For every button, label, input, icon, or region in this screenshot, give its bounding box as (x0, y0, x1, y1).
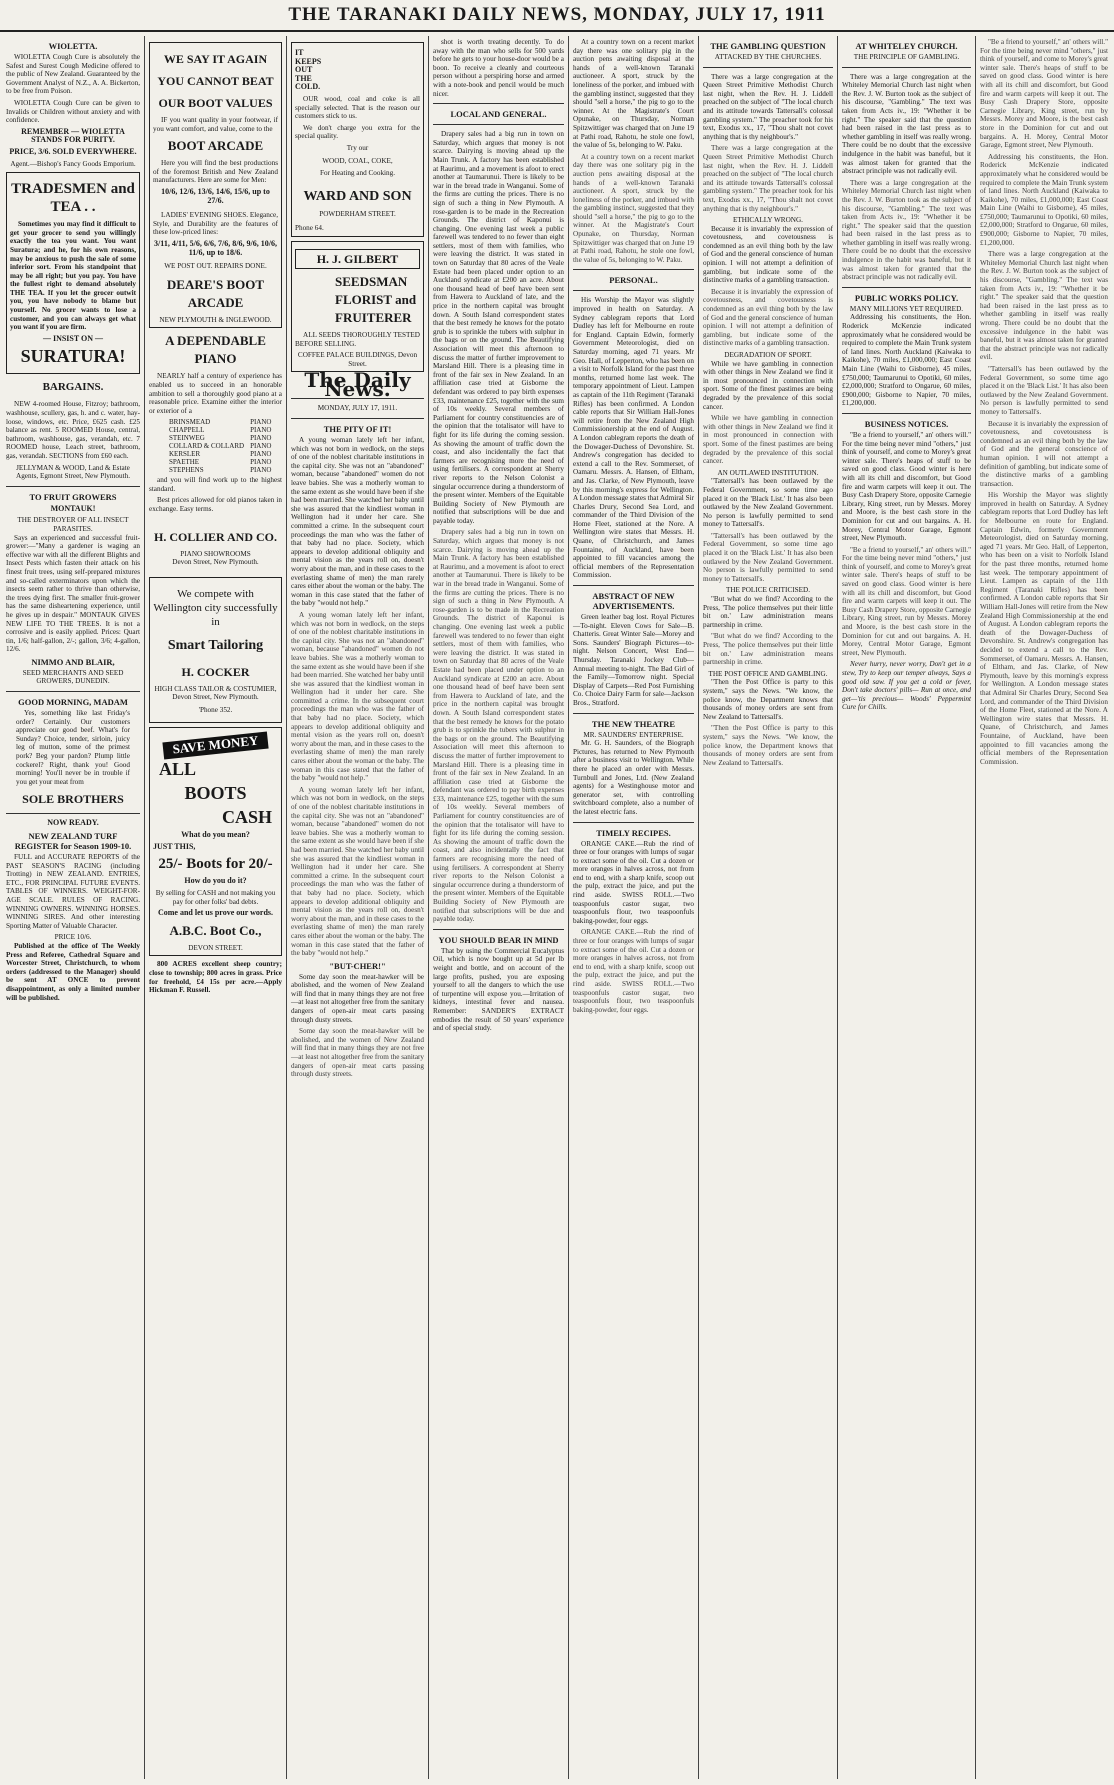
divider (703, 67, 833, 68)
abstract-heading: ABSTRACT OF NEW ADVERTISEMENTS. (592, 591, 675, 612)
try-label: Try our (346, 143, 369, 152)
local-general-text: Drapery sales had a big run in town on Saturday, which argues that money is not scarce. Dairying is moving ahead up the Main Trunk. A factory has been established at Raurimu, and a movement is afoot to erect another at Taumarunui. There is likely to be war in the bread trade in Wanganui. Some of the firms are cutting the prices. There is no sign of such a thing in New Plymouth. A rose-garden is to be made in the Recreation Grounds. The district of Kaponui is changing. One evening last week a public farewell was tendered to no fewer than eight settlers, most of them with families, who were leaving the district. It was stated in town on Saturday that 80 acres of the Veale Estate had been placed under option to an Auckland syndicate at £200 an acre. About one thousand head of beef have been sent from Hawera to Auckland of late, and the price in the northern capital was brought down. A South Island correspondent states that the best remedy he knows for the potato grub is to sprinkle the tubers with sulphur in the bags or on the ground. The Beautifying Association will meet this afternoon to discuss the matter of further improvement to Marsland Hill. There is a pleasing time in front of the fair sex in New Zealand. In an affiliation case tried at Gisborne the defendant was ordered to pay birth expenses £33, maintenance £25, together with the sum of 10s weekly. Several members of Parliament for country constituencies are of the opinion that the totalisator will have to fight for its life during the coming session. As showing the amount of traffic down the coast, and also incidentally the fact that farmers are recognising more the need of using fertilisers. A correspondent at Sherry river reports to the Nelson Colonist a singular occurrence during a thunderstorm of the present winter. Members of the Equitable Building Society of New Plymouth are notified that subscriptions will be due and payable today. (433, 130, 564, 525)
postoffice-text-continued: "Then the Post Office is party to this system," says the News. "We know, the police know, the Department knows that thousands of money orders are sent from New Zealand to Tattersall's. (703, 724, 833, 767)
edge-text: Because it is invariably the expression of covetousness, and covetousness is condemned as an evil thing both by the law of God and the general conscience of human opinion. I will not attempt a definition of gambling, but indicate some of the distinctive marks of a gambling transaction. (980, 419, 1108, 488)
cannot-beat-heading: YOU CANNOT BEAT (157, 74, 274, 88)
boot-text: Here you will find the best productions of the foremost British and New Zealand manufacturers. Here are some for Men: (153, 159, 278, 185)
divider (433, 124, 564, 125)
wioletta-heading: WIOLETTA. (48, 41, 98, 51)
turf-register-heading: NEW ZEALAND TURF REGISTER for Season 1909-10. (14, 831, 132, 851)
newspaper-masthead-title: THE TARANAKI DAILY NEWS, MONDAY, JULY 17, 1911 (288, 4, 826, 25)
timely-text-continued: ORANGE CAKE.—Rub the rind of three or four oranges with lumps of sugar to extract some of the oil. Cut a dozen or more oranges in halves across, not from end to end, with a sharp knife, scoop out the pulp, extract the juice, and put the rind aside. SWISS ROLL.—Two teaspoonfuls castor sugar, two teaspoonfuls flour, two teaspoonfuls baking-powder, four eggs. (573, 928, 694, 1014)
divider (433, 929, 564, 930)
pity-text-continued: A young woman lately left her infant, which was not born in wedlock, on the steps of one of the noblest charitable institutions in the capital city. She was not an "abandoned" woman, because "abandoned" women do not leave babies. She was a motherly woman to the same extent as she would have been if she had been married. She watched her baby until she was assured that the kindliest woman in Wellington had it under her care. She committed a crime. In the subsequent court proceedings the man who was the father of that baby had no place. Society, which appears to develop additional obliquity and mental vision as the years roll on, doesn't worry about the man, and in these cases to the everlasting shame of men) the man rarely cares either about the woman or the baby. The woman in this case stated that the father of the baby "would not help." (291, 785, 424, 958)
good-morning-heading: GOOD MORNING, MADAM (18, 697, 128, 708)
divider (573, 585, 694, 586)
divider (573, 822, 694, 823)
piano-label: PIANO (250, 426, 272, 435)
piano-brand-name: COLLARD & COLLARD (169, 442, 245, 451)
wioletta-text: WIOLETTA Cough Cure can be given to Invalids or Children without anxiety and with confidence. (6, 98, 140, 125)
boot-arcade-heading: BOOT ARCADE (167, 138, 264, 154)
deare-boot-advert (149, 42, 282, 328)
outlawed-text-continued: "Tattersall's has been outlawed by the Federal Government, so some time ago placed it on the 'Black List.' It has also been outlawed by the New Zealand Government. No person is lawfully permitted to send money to Tattersall's. (703, 531, 833, 583)
wioletta-text: WIOLETTA Cough Cure is absolutely the Safest and Surest Cough Medicine offered to the public of New Zealand. Guaranteed by the Government Analyst of N.Z., A. A. Bickerton, to be free from Poison. (6, 53, 140, 96)
timely-recipes-heading: TIMELY RECIPES. (596, 827, 671, 838)
piano-brand-name: CHAPPELL (169, 426, 205, 435)
suratura-advert (6, 172, 140, 374)
column-3 (287, 38, 428, 1778)
how-text: By selling for CASH and not making you pay for other folks' bad debts. (155, 889, 276, 906)
jellyman-signature: JELLYMAN & WOOD, Land & Estate Agents, Egmont Street, New Plymouth. (16, 463, 130, 481)
deare-location: NEW PLYMOUTH & INGLEWOOD. (159, 315, 272, 324)
business-notices-heading: BUSINESS NOTICES. (864, 418, 949, 429)
piano-brand-name: STEINWEG (169, 434, 205, 443)
edge-text: His Worship the Mayor was slightly improved in health on Saturday. A Sydney cablegram reports that Lord Dudley has left for Melbourne en route for England. Captain Edwin, formerly Government Meteorologist, died on Saturday morning, aged 71 years. Mr Geo. Hall, of Lepperton, who has been on a visit to Norfolk Island for the past three months, returned home last week. The temporary appointment of Lieut. Lampen as captain of the 11th Regiment (Taranaki Rifles) has been confirmed. A London cable reports that Sir William Hall-Jones will retire from the New Zealand High Commissionership at the end of August. A London cablegram reports the death of the Dowager-Duchess of Devonshire. St. Andrew's congregation has decided to extend a call to the Rev. Sommerset, of Oamaru. Messrs. A. Hansen, of Eltham, and Jas. Clarke, of New Plymouth, leave by this morning's express for Wellington. A London message states that Admiral Sir Charles Drury, Second Sea Lord, and commander of the Third Division of the Home Fleet, stationed at the Nore. A Wellington wire states that Messrs. H. Quane, of Christchurch, and James Fountaine, of Auckland, have been appointed to fill vacancies among the official members of the Representation Commission. (980, 491, 1108, 766)
pity-text-continued: A young woman lately left her infant, which was not born in wedlock, on the steps of one of the noblest charitable institutions in the capital city. She was not an "abandoned" woman, because "abandoned" women do not leave babies. She was a motherly woman to the same extent as she would have been if she had been married. She watched her baby until she was assured that the kindliest woman in Wellington had it under her care. She committed a crime. In the subsequent court proceedings the man who was the father of that baby had no place. Society, which appears to develop additional obliquity and mental vision as the years roll on, doesn't worry about the man, and in these cases to the everlasting shame of men) the man rarely cares either about the woman or the baby. The woman in this case stated that the father of the baby "would not help." (291, 610, 424, 783)
charge-text: We don't charge you extra for the special quality. (295, 123, 420, 141)
column-5 (569, 38, 698, 1778)
piano-text: and you will find work up to the highest standard. (149, 476, 282, 493)
postoffice-text: "Then the Post Office is party to this system," says the News. "We know, the police know, the Department knows that thousands of money orders are sent from New Zealand to Tattersall's. (703, 678, 833, 721)
bargains-heading: BARGAINS. (42, 381, 104, 394)
acres-advert: 800 ACRES excellent sheep country; close to township; 800 acres in grass. Price for freehold, £4 15s per acre.—Apply Hickman F. Russell. (149, 960, 282, 995)
postoffice-subheading: THE POST OFFICE AND GAMBLING. (708, 669, 828, 678)
montauk-sub: THE DESTROYER OF ALL INSECT PARASITES. (17, 516, 129, 533)
local-general-heading: LOCAL AND GENERAL. (450, 109, 547, 120)
attacked-subheading: ATTACKED BY THE CHURCHES. (714, 53, 822, 61)
turf-publication-note: Published at the office of The Weekly Press and Referee, Cathedral Square and Worcester Street, Christchurch, to whom orders (addressed to the Manager) should be sent AT ONCE to prevent disappointment, as only a limited number will be published. (6, 941, 140, 1002)
column-1 (2, 38, 144, 1778)
abc-location: DEVON STREET. (188, 943, 243, 952)
come-label: Come and let us prove our words. (157, 908, 274, 918)
piano-brand-list (169, 418, 277, 474)
edge-text: "Tattersall's has been outlawed by the Federal Government, so some time ago placed it on the 'Black List.' It has also been outlawed by the New Zealand Government. No person is lawfully permitted to send money to Tattersall's. (980, 364, 1108, 416)
what-mean-label: What do you mean? (181, 830, 250, 840)
tailoring-heading: Smart Tailoring (167, 637, 264, 653)
seedsman-heading: SEEDSMAN FLORIST and FRUITERER (335, 273, 417, 325)
just-this-label: JUST THIS, (153, 841, 196, 851)
divider (6, 813, 140, 814)
say-again-heading: WE SAY IT AGAIN (163, 52, 268, 66)
save-money-banner: SAVE MONEY (162, 731, 268, 758)
ethically-text: Because it is invariably the expression of covetousness, and covetousness is condemned as an evil thing both by the law of God and the general conscience of human opinion. I will not attempt a definition of gambling, but indicate some of the distinctive marks of a gambling transaction. (703, 224, 833, 285)
piano-brand-row (169, 450, 277, 458)
piano-brand-row (169, 442, 277, 450)
montauk-text: Says an experienced and successful fruit-grower:—"Many a gardener is waging an effective war with all the different Blights and Insect Pests which fasten their attack on his finest fruit trees, using self-prepared mixtures and so-called exterminators upon which the insects seem rather to thrive than otherwise, the trees dying first. The smaller fruit-grower has the same disheartening experience, until he gives up in despair." MONTAUK GIVES NEW LIFE TO THE TREES. It is not a corrosive and is easily applied. Prices: Quart tin, 1/6; half-gallon, 2/-; gallon, 3/6; 4-gallon, 12/6. (6, 533, 140, 654)
local-general-text-continued: Drapery sales had a big run in town on Saturday, which argues that money is not scarce. Dairying is moving ahead up the Main Trunk. A factory has been established at Raurimu, and a movement is afoot to erect another at Taumarunui. There is likely to be war in the bread trade in Wanganui. Some of the firms are cutting the prices. There is no sign of such a thing in New Plymouth. A rose-garden is to be made in the Recreation Grounds. The district of Kaponui is changing. One evening last week a public farewell was tendered to no fewer than eight settlers, most of them with families, who were leaving the district. It was stated in town on Saturday that 80 acres of the Veale Estate had been placed under option to an Auckland syndicate at £200 an acre. About one thousand head of beef have been sent from Hawera to Auckland of late, and the price in the northern capital was brought down. A South Island correspondent states that the best remedy he knows for the potato grub is to sprinkle the tubers with sulphur in the bags or on the ground. The Beautifying Association will meet this afternoon to discuss the matter of further improvement to Marsland Hill. There is a pleasing time in front of the fair sex in New Zealand. In an affiliation case tried at Gisborne the defendant was ordered to pay birth expenses £33, maintenance £25, together with the sum of 10s weekly. Several members of Parliament for country constituencies are of the opinion that the totalisator will have to fight for its life during the coming session. As showing the amount of traffic down the coast, and also incidentally the fact that farmers are recognising more the need of using fertilisers. A correspondent at Sherry river reports to the Nelson Colonist a singular occurrence during a thunderstorm of the present winter. Members of the Equitable Building Society of New Plymouth are notified that subscriptions will be due and payable today. (433, 528, 564, 924)
piano-label: PIANO (250, 442, 272, 451)
theatre-text: Mr. G. H. Saunders, of the Biograph Pictures, has returned to New Plymouth after a business visit to Wellington. While there he placed an order with Messrs. Turnbull and Jones, Ltd. (New Zealand agents) for a Westinghouse motor and generator set, with controlling switchboard complete, also a number of the latest electric fans. (573, 739, 694, 816)
seeds-text: ALL SEEDS THOROUGHLY TESTED BEFORE SELLING. (295, 330, 420, 348)
column-8 (976, 38, 1112, 1778)
suratura-heading: SURATURA! (20, 346, 126, 367)
business-text: "Be a friend to yourself," an' others will." For the time being never mind "others," just think of yourself, and come to Morey's great winter sale. There's heaps of stuff to be saved on good class. Good winter is here with all its chill and discomfort, but Good fire and warm carpets will keep it out. The Busy Cash Drapery Store, opposite Carnegie Library, King street, run by Messrs. Morey and Moore, is the best cash store in the Dominion for cut and out bargains. A. H. Morey, Central Motor Garage, Egmont street, New Plymouth. (842, 430, 971, 543)
woods-verse: Never hurry, never worry, Don't get in a stew, Try to keep our temper always, Says a good old saw. If you get a cold or fever, Don't take doctors' pills— Run at once, and get—'tis precious— Woods' Peppermint Cure for Chills. (842, 660, 971, 712)
ladies-prices: 3/11, 4/11, 5/6, 6/6, 7/6, 8/6, 9/6, 10/6, 11/6, up to 18/6. (154, 238, 277, 257)
personal-text: His Worship the Mayor was slightly improved in health on Saturday. A Sydney cablegram reports that Lord Dudley has left for Melbourne en route for England. Captain Edwin, formerly Government Meteorologist, died on Saturday morning, aged 71 years. Mr Geo. Hall, of Lepperton, who has been on a visit to Norfolk Island for the past three months, returned home last week. The temporary appointment of Lieut. Lampen as captain of the 11th Regiment (Taranaki Rifles) has been confirmed. A London cable reports that Sir William Hall-Jones will retire from the New Zealand High Commissionership at the end of August. A London cablegram reports the death of the Dowager-Duchess of Devonshire. St. Andrew's congregation has decided to extend a call to the Rev. Sommerset, of Oamaru. Messrs. A. Hansen, of Eltham, and Jas. Clarke, of New Plymouth, leave by this morning's express for Wellington. A London message states that Admiral Sir Charles Drury, Second Sea Lord, and commander of the Third Division of the Home Fleet, stationed at the Nore. A Wellington wire states that Messrs. H. Quane, of Christchurch, and James Fountaine, of Auckland, have been appointed to fill vacancies among the official members of the Representation Commission. (573, 296, 694, 580)
column-2 (145, 38, 286, 1778)
wioletta-agent: Agent.—Bishop's Fancy Goods Emporium. (10, 159, 136, 168)
turf-price: PRICE 10/6. (54, 933, 92, 942)
police-text-continued: "But what do we find? According to the Press, 'The police themselves put their little bit on.' Law administration means partnership in crime. (703, 632, 833, 667)
butcher-text: Some day soon the meat-hawker will be abolished, and the women of New Zealand will find that in many things they are not free—at least not altogether free from the sanitary dangers of open-air meat carts passing through dusty streets. (291, 972, 424, 1024)
divider (433, 103, 564, 104)
cash-heading: CASH (221, 807, 272, 828)
business-text-continued: "Be a friend to yourself," an' others will." For the time being never mind "others," just think of yourself, and come to Morey's great winter sale. There's heaps of stuff to be saved on good class. Good winter is here with all its chill and discomfort, but Good fire and warm carpets will keep it out. The Busy Cash Drapery Store, opposite Carnegie Library, King street, run by Messrs. Morey and Moore, is the best cash store in the Dominion for cut and out bargains. A. H. Morey, Central Motor Garage, Egmont street, New Plymouth. (842, 545, 971, 657)
now-ready-label: NOW READY. (47, 818, 99, 828)
edge-text: "Be a friend to yourself," an' others will." For the time being never mind "others," just think of yourself, and come to Morey's great winter sale. There's heaps of stuff to be saved on good class. Good winter is here with all its chill and discomfort, but Good fire and warm carpets will keep it out. The Busy Cash Drapery Store, opposite Carnegie Library, King street, run by Messrs. Morey and Moore, is the best cash store in the Dominion for cut and out bargains. A. H. Morey, Central Motor Garage, Egmont street, New Plymouth. (980, 38, 1108, 150)
divider (573, 290, 694, 291)
divider (573, 713, 694, 714)
divider (842, 287, 971, 288)
degradation-subheading: DEGRADATION OF SPORT. (724, 351, 812, 359)
gambling-text-continued: There was a large congregation at the Queen Street Primitive Methodist Church last night, when the Rev. H. J. Liddell preached on the subject of "The local church and its attitude towards Tattersall's colossal gambling system." The preacher took for his text, Exodus xx., 17, "Thou shalt not covet anything that is thy neighbour's." (703, 144, 833, 213)
gambling-heading: THE GAMBLING QUESTION (710, 41, 826, 51)
piano-heading: A DEPENDABLE PIANO (165, 333, 266, 367)
piano-brand-row (169, 426, 277, 434)
boot-prices: 10/6, 12/6, 13/6, 14/6, 15/6, up to 27/6. (161, 186, 270, 205)
piano-label: PIANO (250, 466, 272, 475)
insist-label: — INSIST ON — (42, 333, 104, 343)
tradesmen-heading: TRADESMEN and TEA . . (11, 181, 135, 216)
whiteley-text-continued: There was a large congregation at the Whiteley Memorial Church last night when the Rev. J. W. Burton took as the subject of his discourse, "Gambling." The text was taken from Acts iv., 19: "Whether it be right." The speaker said that the question had been raised in the last press as to whether gambling in itself was really wrong. There could be no doubt that the excessive indulgence in the habit was baneful, but it was almost taken for granted that the abstract principle was not radically evil. (842, 178, 971, 282)
whiteley-text: There was a large congregation at the Whiteley Memorial Church last night when the Rev. J. W. Burton took as the subject of his discourse, "Gambling." The text was taken from Acts iv., 19: "Whether it be right." The speaker said that the question had been raised in the last press as to whether gambling in itself was really wrong. There could be no doubt that the excessive indulgence in the habit was baneful, but it was almost taken for granted that the abstract principle was not radically evil. (842, 72, 971, 176)
all-heading: ALL (159, 759, 197, 780)
nimmo-heading: NIMMO AND BLAIR, (31, 656, 115, 667)
piano-label: PIANO (250, 450, 272, 459)
boot-values-heading: OUR BOOT VALUES (158, 96, 273, 110)
boots-price: 25/- Boots for 20/- (158, 856, 273, 873)
pig-text: At a country town on a recent market day there was one solitary pig in the auction pens awaiting disposal at the hands of a well-known Taranaki auctioneer. A sport, struck by the loneliness of the porker, and imbued with the gambling instinct, suggested that they should "sell a horse," the pig to go to the winner. At the Magistrate's Court Opunake, on Thursday, Norman Spitzwittiger was charged that on June 19 at Pathi road, Rahotu, he stole one fowl, the value of 5s, belonging to W. Paku. (573, 38, 694, 150)
deare-heading: DEARE'S BOOT ARCADE (166, 276, 265, 310)
ward-advert (291, 42, 424, 237)
piano-brand-row (169, 434, 277, 442)
butcher-text-continued: Some day soon the meat-hawker will be abolished, and the women of New Zealand will find that in many things they are not free—at least not altogether free from the sanitary dangers of open-air meat carts passing through dusty streets. (291, 1027, 424, 1079)
boot-text: IF you want quality in your footwear, if you want comfort, and value, come to the (153, 116, 278, 133)
edge-text: There was a large congregation at the Whiteley Memorial Church last night when the Rev. J. W. Burton took as the subject of his discourse, "Gambling." The text was taken from Acts iv., 19: "Whether it be right." The speaker said that the question had been raised in the last press as to whether gambling in itself was really wrong. There could be no doubt that the excessive indulgence in the habit was baneful, but it was almost taken for granted that the abstract principle was not radically evil. (980, 250, 1108, 362)
montauk-heading: MONTAUK! (50, 503, 96, 513)
coffee-palace: COFFEE PALACE BUILDINGS, Devon Street. (297, 351, 418, 368)
collier-location: Devon Street, New Plymouth. (172, 558, 259, 567)
wood-coal-coke: WOOD, COAL, COKE, (322, 156, 393, 165)
ward-phone: Phone 64. (295, 224, 324, 233)
piano-brand-name: STEPHENS (169, 466, 204, 475)
divider (6, 691, 140, 692)
abstract-text: Green leather bag lost. Royal Pictures—To-night. Eleven Cows for Sale—B. Chatteris. Great Winter Sale—Morey and Sons. Saunders' Biograph Pictures—to-night. Nelson Concert, West End—Thursday. Taranaki Jockey Club—Annual meeting to-night. The Bad Girl of the Family—Tomorrow night. Special Display of Carpets—Red Post Furnishing Co. Choice Dairy Farm for sale—Jackson Bros., Stratford. (573, 613, 694, 707)
good-morning-text: Yes, something like last Friday's order? Certainly. Our customers appreciate our good beef. What's for Sunday? Choice, tender, sirloin, juicy leg of mutton, some of the primest pork? Beg your pardon? Plump little cockerel? Right, thank you! Good morning! You'll never be in trouble if you get your meat from (16, 709, 130, 786)
public-works-text: Addressing his constituents, the Hon. Roderick McKenzie indicated approximately what he considered would be required to complete the Main Trunk system of land lines. North Auckland (Kaiwaka to Kaikohe), 70 miles, £1,000,000; East Coast Main Line (Waihi to Gisborne), 45 miles, £750,000; Taumarunui to Opotiki, 60 miles, £2,000,000; Stratford to Ongarue, 60 miles, £900,000; Gisborne to Napier, 70 miles, £1,200,000. (842, 313, 971, 408)
fruit-growers-heading: TO FRUIT GROWERS (29, 491, 117, 502)
gilbert-advert (291, 241, 424, 372)
column-7 (838, 38, 975, 1778)
principle-subheading: THE PRINCIPLE OF GAMBLING. (853, 53, 960, 61)
butcher-heading: "BUT-CHER!" (329, 960, 386, 971)
piano-label: PIANO (250, 418, 272, 427)
police-subheading: THE POLICE CRITICISED. (725, 586, 811, 595)
bear-heading: YOU SHOULD BEAR IN MIND (438, 934, 559, 945)
ward-heading: WARD AND SON (303, 188, 412, 204)
whiteley-heading: AT WHITELEY CHURCH. (855, 41, 958, 51)
public-works-heading: PUBLIC WORKS POLICY. (854, 292, 959, 303)
column-4 (429, 38, 568, 1778)
masthead (0, 0, 1114, 32)
piano-brand-row (169, 466, 277, 474)
ward-street: POWDERHAM STREET. (319, 209, 396, 218)
showrooms-label: PIANO SHOWROOMS (180, 549, 251, 558)
degradation-text: While we have gambling in connection with other things in New Zealand we find it in most pronounced in connection with sport. Some of the finest pastimes are being degraded by the prevalence of this social cancer. (703, 359, 833, 411)
wood-text: OUR wood, coal and coke is all specially selected. That is the reason our customers stick to us. (295, 94, 420, 121)
cocker-heading: H. COCKER (181, 664, 250, 679)
how-do-label: How do you do it? (184, 876, 247, 886)
sole-brothers-heading: SOLE BROTHERS (22, 792, 124, 807)
timely-text: ORANGE CAKE.—Rub the rind of three or four oranges with lumps of sugar to extract some of the oil. Cut a dozen or more oranges in halves across, not from end to end, with a sharp knife, scoop out the pulp, extract the juice, and put the rind aside. SWISS ROLL.—Two teaspoonfuls castor sugar, two teaspoonfuls flour, two teaspoonfuls baking-powder, four eggs. (573, 839, 694, 925)
piano-label: PIANO (250, 434, 272, 443)
divider (842, 413, 971, 414)
divider (291, 418, 424, 419)
outlawed-text: "Tattersall's has been outlawed by the Federal Government, so some time ago placed it on the 'Black List.' It has also been outlawed by the New Zealand Government. No person is lawfully permitted to send money to Tattersall's. (703, 477, 833, 529)
ethically-text-continued: Because it is invariably the expression of covetousness, and covetousness is condemned as an evil thing both by the law of God and the general conscience of human opinion. I will not attempt a definition of gambling, but indicate some of the distinctive marks of a gambling transaction. (703, 287, 833, 348)
piano-terms: Best prices allowed for old pianos taken in exchange. Easy terms. (149, 496, 282, 514)
post-out-label: WE POST OUT. REPAIRS DONE. (164, 262, 267, 271)
piano-brand-row (169, 458, 277, 466)
boots-heading: BOOTS (184, 783, 247, 804)
column-6 (699, 38, 837, 1778)
abc-boot-advert (149, 727, 282, 957)
police-text: "But what do we find? According to the Press, 'The police themselves put their little bit on.' Law administration means partnership in crime. (703, 595, 833, 629)
outlawed-subheading: AN OUTLAWED INSTITUTION. (717, 468, 819, 477)
wioletta-price: PRICE, 3/6. SOLD EVERYWHERE. (9, 146, 137, 156)
divider (573, 269, 694, 270)
edge-text: Addressing his constituents, the Hon. Roderick McKenzie indicated approximately what he considered would be required to complete the Main Trunk system of land lines. North Auckland (Kaiwaka to Kaikohe), 70 miles, £1,000,000; East Coast Main Line (Waihi to Gisborne), 45 miles, £750,000; Taumarunui to Opotiki, 60 miles, £2,000,000; Stratford to Ongarue, 60 miles, £900,000; Gisborne to Napier, 70 miles, £1,200,000. (980, 152, 1108, 247)
collier-heading: H. COLLIER AND CO. (153, 529, 278, 544)
turf-text: FULL and ACCURATE REPORTS of the PAST SEASON'S RACING (including Trotting) in NEW ZEALAND. ENTRIES, ETC., FOR PRINCIPAL FUTURE EVENTS. TABLES OF WINNERS. WEIGHT-FOR-AGE SCALE. RULES OF RACING. WINNING OWNERS. WINNING HORSES. WINNING SIRES. And other interesting Sporting Matter of Valuable Character. (6, 853, 140, 930)
ethically-subheading: ETHICALLY WRONG. (733, 216, 803, 225)
cocker-advert (149, 577, 282, 723)
bargains-text: NEW 4-roomed House, Fitzroy; bathroom, washhouse, scullery, gas, h. and c. water, hay-loose, windows, etc. Price, £625 cash. £25 balance as rent. 5 ROOMED House, central, bathroom, washhouse, gas, verandah, etc. 7 ROOMED house, Leach street, bathroom, gas, verandah. SECTIONS from £60 each. (6, 400, 140, 460)
compete-text: We compete with Wellington city successfully in (153, 587, 278, 628)
nimmo-sub: SEED MERCHANTS AND SEED GROWERS, DUNEDIN. (22, 668, 124, 686)
piano-label: PIANO (250, 458, 272, 467)
piano-brand-name: SPAETHE (169, 458, 200, 467)
abc-heading: A.B.C. Boot Co., (169, 922, 262, 938)
theatre-heading: THE NEW THEATRE (591, 718, 676, 729)
divider (6, 486, 140, 487)
pity-text: A young woman lately left her infant, which was not born in wedlock, on the steps of one of the noblest charitable institutions in the capital city. She was not an "abandoned" woman, because "abandoned" women do not leave babies. She was a motherly woman to the same extent as she would have been if she had been married. She watched her baby until she was assured that the kindliest woman in Wellington had it under her care. She committed a crime. In the subsequent court proceedings the man who was the father of that baby had no place. Society, which appears to develop additional obliquity and mental vision as the years roll on, doesn't worry about the man, and in these cases to the everlasting shame of men) the man rarely cares either about the woman or the baby. The woman in this case stated that the father of the baby "would not help." (291, 436, 424, 608)
wioletta-remember: REMEMBER — WIOLETTA STANDS FOR PURITY. (21, 126, 125, 145)
pig-text-continued: At a country town on a recent market day there was one solitary pig in the auction pens awaiting disposal at the hands of a well-known Taranaki auctioneer. A sport, struck by the loneliness of the porker, and imbued with the gambling instinct, suggested that they should "sell a horse," the pig to go to the winner. At the Magistrate's Court Opunake, on Thursday, Norman Spitzwittiger was charged that on June 19 at Pathi road, Rahotu, he stole one fowl, the value of 5s, belonging to W. Paku. (573, 152, 694, 264)
ladies-text: LADIES' EVENING SHOES. Elegance, Style, and Durability are the features of these low-priced lines: (153, 211, 278, 237)
personal-heading: PERSONAL. (609, 275, 658, 286)
saunders-subheading: MR. SAUNDERS' ENTERPRISE. (583, 730, 684, 739)
piano-brand-row (169, 418, 277, 426)
gilbert-heading: H. J. GILBERT (295, 249, 420, 269)
piano-text: NEARLY half a century of experience has enabled us to succeed in an honorable ambition to sell a thoroughly good piano at a reasonable price. Examine either the interior or exterior of a (149, 372, 282, 415)
continued-text: shot is worth treating decently. To do away with the man who sells for 500 yards before he gets to your house-door would be a boon. To receive a cleanly and courteous person without a perspiring horse and armed with a note-book and pencil would be much nicer. (433, 38, 564, 98)
degradation-text-continued: While we have gambling in connection with other things in New Zealand we find it in most pronounced in connection with sport. Some of the finest pastimes are being degraded by the prevalence of this social cancer. (703, 414, 833, 466)
heating-label: For Heating and Cooking. (319, 169, 396, 178)
editorial-date: MONDAY, JULY 17, 1911. (317, 404, 398, 413)
cocker-phone: 'Phone 352. (198, 706, 233, 715)
divider (842, 67, 971, 68)
tea-text: Sometimes you may find it difficult to get your grocer to send you willingly exactly the tea you want. You want Suratura; and he, for his own reasons, may be anxious to push the sale of some inferior sort. From his standpoint that may be all right; but you pay. You have the fullest right to demand absolutely THE TEA. If you let the grocer outwit you, you have nobody to blame but yourself. No grocer wants to lose a customer, and you can always get what you want if you are firm. (10, 220, 136, 332)
millions-subheading: MANY MILLIONS YET REQUIRED. (849, 304, 964, 313)
gambling-text: There was a large congregation at the Queen Street Primitive Methodist Church last night, when the Rev. H. J. Liddell preached on the subject of "The local church and its attitude towards Tattersall's colossal gambling system." The preacher took for his text, Exodus xx., 17, "Thou shalt not covet anything that is thy neighbour's." (703, 72, 833, 141)
piano-brand-name: KERSLER (169, 450, 201, 459)
piano-brand-name: BRINSMEAD (169, 418, 211, 427)
keeps-out-label: IT KEEPS OUT THE COLD. (295, 48, 322, 92)
bear-text: That by using the Commercial Eucalyptus Oil, which is now bought up at 5d per lb weight and bottle, and on account of the large profits, pushed, you are exposing yourself to all the dangers to which the use of turpentine will expose you.—Irritation of kidneys, intestinal fever and nausea. Remember: SANDER'S EXTRACT embodies the result of 50 years' experience and of special study. (433, 946, 564, 1033)
daily-news-title: The Daily News. (304, 368, 411, 401)
cocker-sub: HIGH CLASS TAILOR & COSTUMIER, Devon Street, New Plymouth. (154, 684, 277, 702)
pity-heading: THE PITY OF IT! (323, 424, 392, 435)
